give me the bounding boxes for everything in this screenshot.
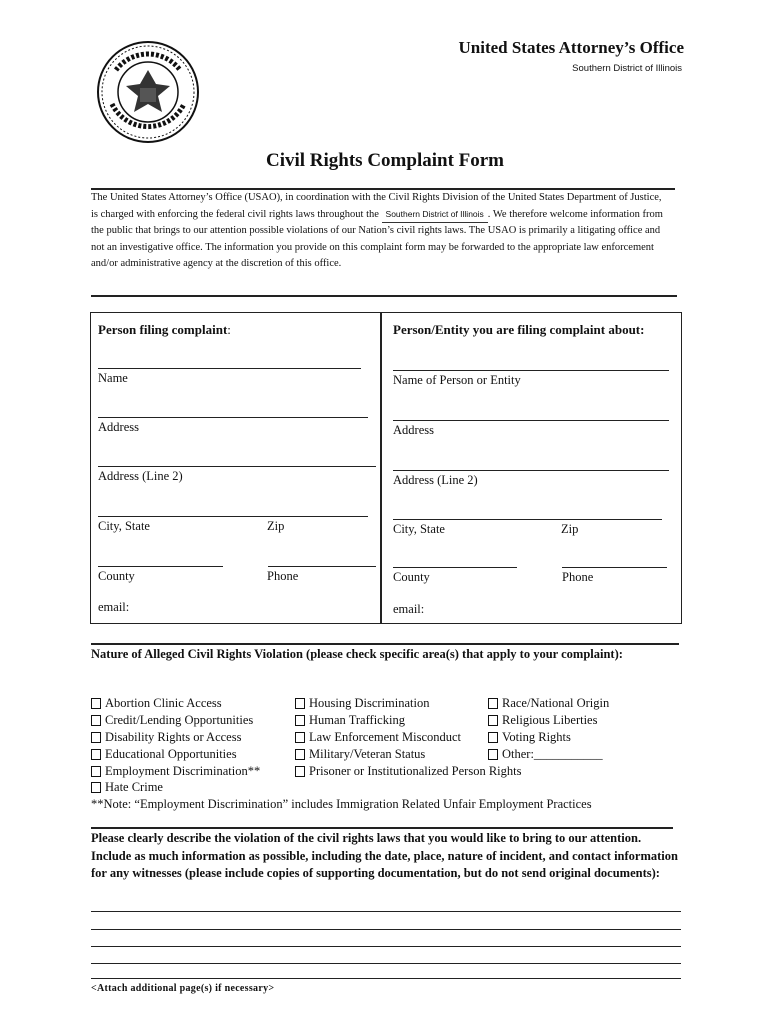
description-line[interactable] — [91, 911, 681, 912]
district-field[interactable]: Southern District of Illinois — [382, 206, 488, 223]
checkbox-box[interactable] — [91, 715, 101, 726]
respondent-name-label: Name of Person or Entity — [393, 373, 521, 387]
form-title: Civil Rights Complaint Form — [265, 150, 505, 171]
checkbox-box[interactable] — [488, 715, 498, 726]
checkbox-box[interactable] — [295, 766, 305, 777]
complainant-heading: Person filing complaint: — [98, 322, 231, 337]
respondent-address2-label: Address (Line 2) — [393, 473, 478, 487]
divider — [91, 295, 677, 297]
complainant-county-field[interactable] — [98, 566, 223, 567]
checkbox-box[interactable] — [295, 749, 305, 760]
respondent-county-label: County — [393, 570, 430, 584]
checkbox-credit-lending[interactable]: Credit/Lending Opportunities — [91, 713, 253, 728]
complainant-name-field[interactable] — [98, 368, 361, 369]
checkbox-box[interactable] — [488, 732, 498, 743]
respondent-name-field[interactable] — [393, 370, 669, 371]
divider — [91, 643, 679, 645]
description-line[interactable] — [91, 978, 681, 979]
checkbox-educational[interactable]: Educational Opportunities — [91, 747, 237, 762]
respondent-county-field[interactable] — [393, 567, 517, 568]
intro-text-1: The United States Attorney’s Office (USAO), in coordination with the Civil Rights Division of the United States Department of Justice, is charged with enforcing the federal civil rights laws throughout the — [91, 192, 662, 221]
complainant-phone-field[interactable] — [268, 566, 376, 567]
respondent-phone-label: Phone — [562, 570, 594, 584]
description-line[interactable] — [91, 946, 681, 947]
respondent-heading: Person/Entity you are filing complaint about: — [393, 322, 645, 337]
respondent-address-field[interactable] — [393, 420, 669, 421]
checkbox-military-veteran[interactable]: Military/Veteran Status — [295, 747, 425, 762]
attach-note: <Attach additional page(s) if necessary> — [91, 983, 275, 994]
checkbox-human-trafficking[interactable]: Human Trafficking — [295, 713, 405, 728]
checkbox-employment[interactable]: Employment Discrimination** — [91, 764, 260, 779]
checkbox-religious-liberties[interactable]: Religious Liberties — [488, 713, 597, 728]
respondent-city-field[interactable] — [393, 519, 662, 520]
respondent-address2-field[interactable] — [393, 470, 669, 471]
department-of-justice-seal — [96, 40, 200, 144]
checkbox-other[interactable]: Other:___________ — [488, 747, 603, 762]
checkbox-box[interactable] — [295, 698, 305, 709]
divider — [91, 827, 673, 829]
checkbox-box[interactable] — [91, 749, 101, 760]
checkbox-abortion-clinic-access[interactable]: Abortion Clinic Access — [91, 696, 222, 711]
respondent-zip-label: Zip — [561, 522, 579, 536]
checkbox-law-enforcement[interactable]: Law Enforcement Misconduct — [295, 730, 461, 745]
employment-note: **Note: “Employment Discrimination” includes Immigration Related Unfair Employment Practices — [91, 797, 592, 811]
contact-box-divider — [380, 312, 382, 624]
complainant-city-label: City, State — [98, 519, 150, 533]
complainant-email-label[interactable]: email: — [98, 600, 130, 614]
office-subtitle: Southern District of Illinois — [572, 63, 682, 74]
complainant-address2-label: Address (Line 2) — [98, 469, 183, 483]
complainant-name-label: Name — [98, 371, 128, 385]
checkbox-box[interactable] — [91, 732, 101, 743]
checkbox-box[interactable] — [488, 698, 498, 709]
respondent-email-label[interactable]: email: — [393, 602, 425, 616]
violation-heading: Nature of Alleged Civil Rights Violation (please check specific area(s) that apply to your complaint): — [91, 647, 623, 661]
description-line[interactable] — [91, 963, 681, 964]
checkbox-box[interactable] — [295, 715, 305, 726]
respondent-city-label: City, State — [393, 522, 445, 536]
complainant-county-label: County — [98, 569, 135, 583]
office-title: United States Attorney’s Office — [458, 38, 684, 57]
complainant-city-field[interactable] — [98, 516, 368, 517]
complainant-address2-field[interactable] — [98, 466, 376, 467]
complainant-address-label: Address — [98, 420, 139, 434]
checkbox-box[interactable] — [91, 782, 101, 793]
intro-paragraph — [91, 190, 669, 272]
respondent-address-label: Address — [393, 423, 434, 437]
complainant-phone-label: Phone — [267, 569, 299, 583]
checkbox-box[interactable] — [91, 698, 101, 709]
checkbox-prisoner-rights[interactable]: Prisoner or Institutionalized Person Rights — [295, 764, 521, 779]
checkbox-race-national-origin[interactable]: Race/National Origin — [488, 696, 609, 711]
checkbox-voting-rights[interactable]: Voting Rights — [488, 730, 571, 745]
intro-text-2: . We therefore welcome information from the public that brings to our attention possible violations of our Nation’s civil rights laws. The USAO is primarily a litigating office and not an investigative office. The information you provide on this complaint form may be forwarded to the appropriate law enforcement and/or administrative agency at the discretion of this office. — [91, 209, 663, 269]
checkbox-box[interactable] — [488, 749, 498, 760]
checkbox-box[interactable] — [91, 766, 101, 777]
description-line[interactable] — [91, 929, 681, 930]
checkbox-box[interactable] — [295, 732, 305, 743]
complainant-address-field[interactable] — [98, 417, 368, 418]
checkbox-disability-rights[interactable]: Disability Rights or Access — [91, 730, 241, 745]
complainant-zip-label: Zip — [267, 519, 285, 533]
respondent-phone-field[interactable] — [562, 567, 667, 568]
checkbox-hate-crime[interactable]: Hate Crime — [91, 780, 163, 795]
checkbox-housing[interactable]: Housing Discrimination — [295, 696, 429, 711]
description-prompt: Please clearly describe the violation of the civil rights laws that you would like to bring to our attention. Include as much information as possible, including the date, place, nature of incident, and contact information for any witnesses (please include copies of supporting documentation, but do not send original documents): — [91, 831, 678, 880]
